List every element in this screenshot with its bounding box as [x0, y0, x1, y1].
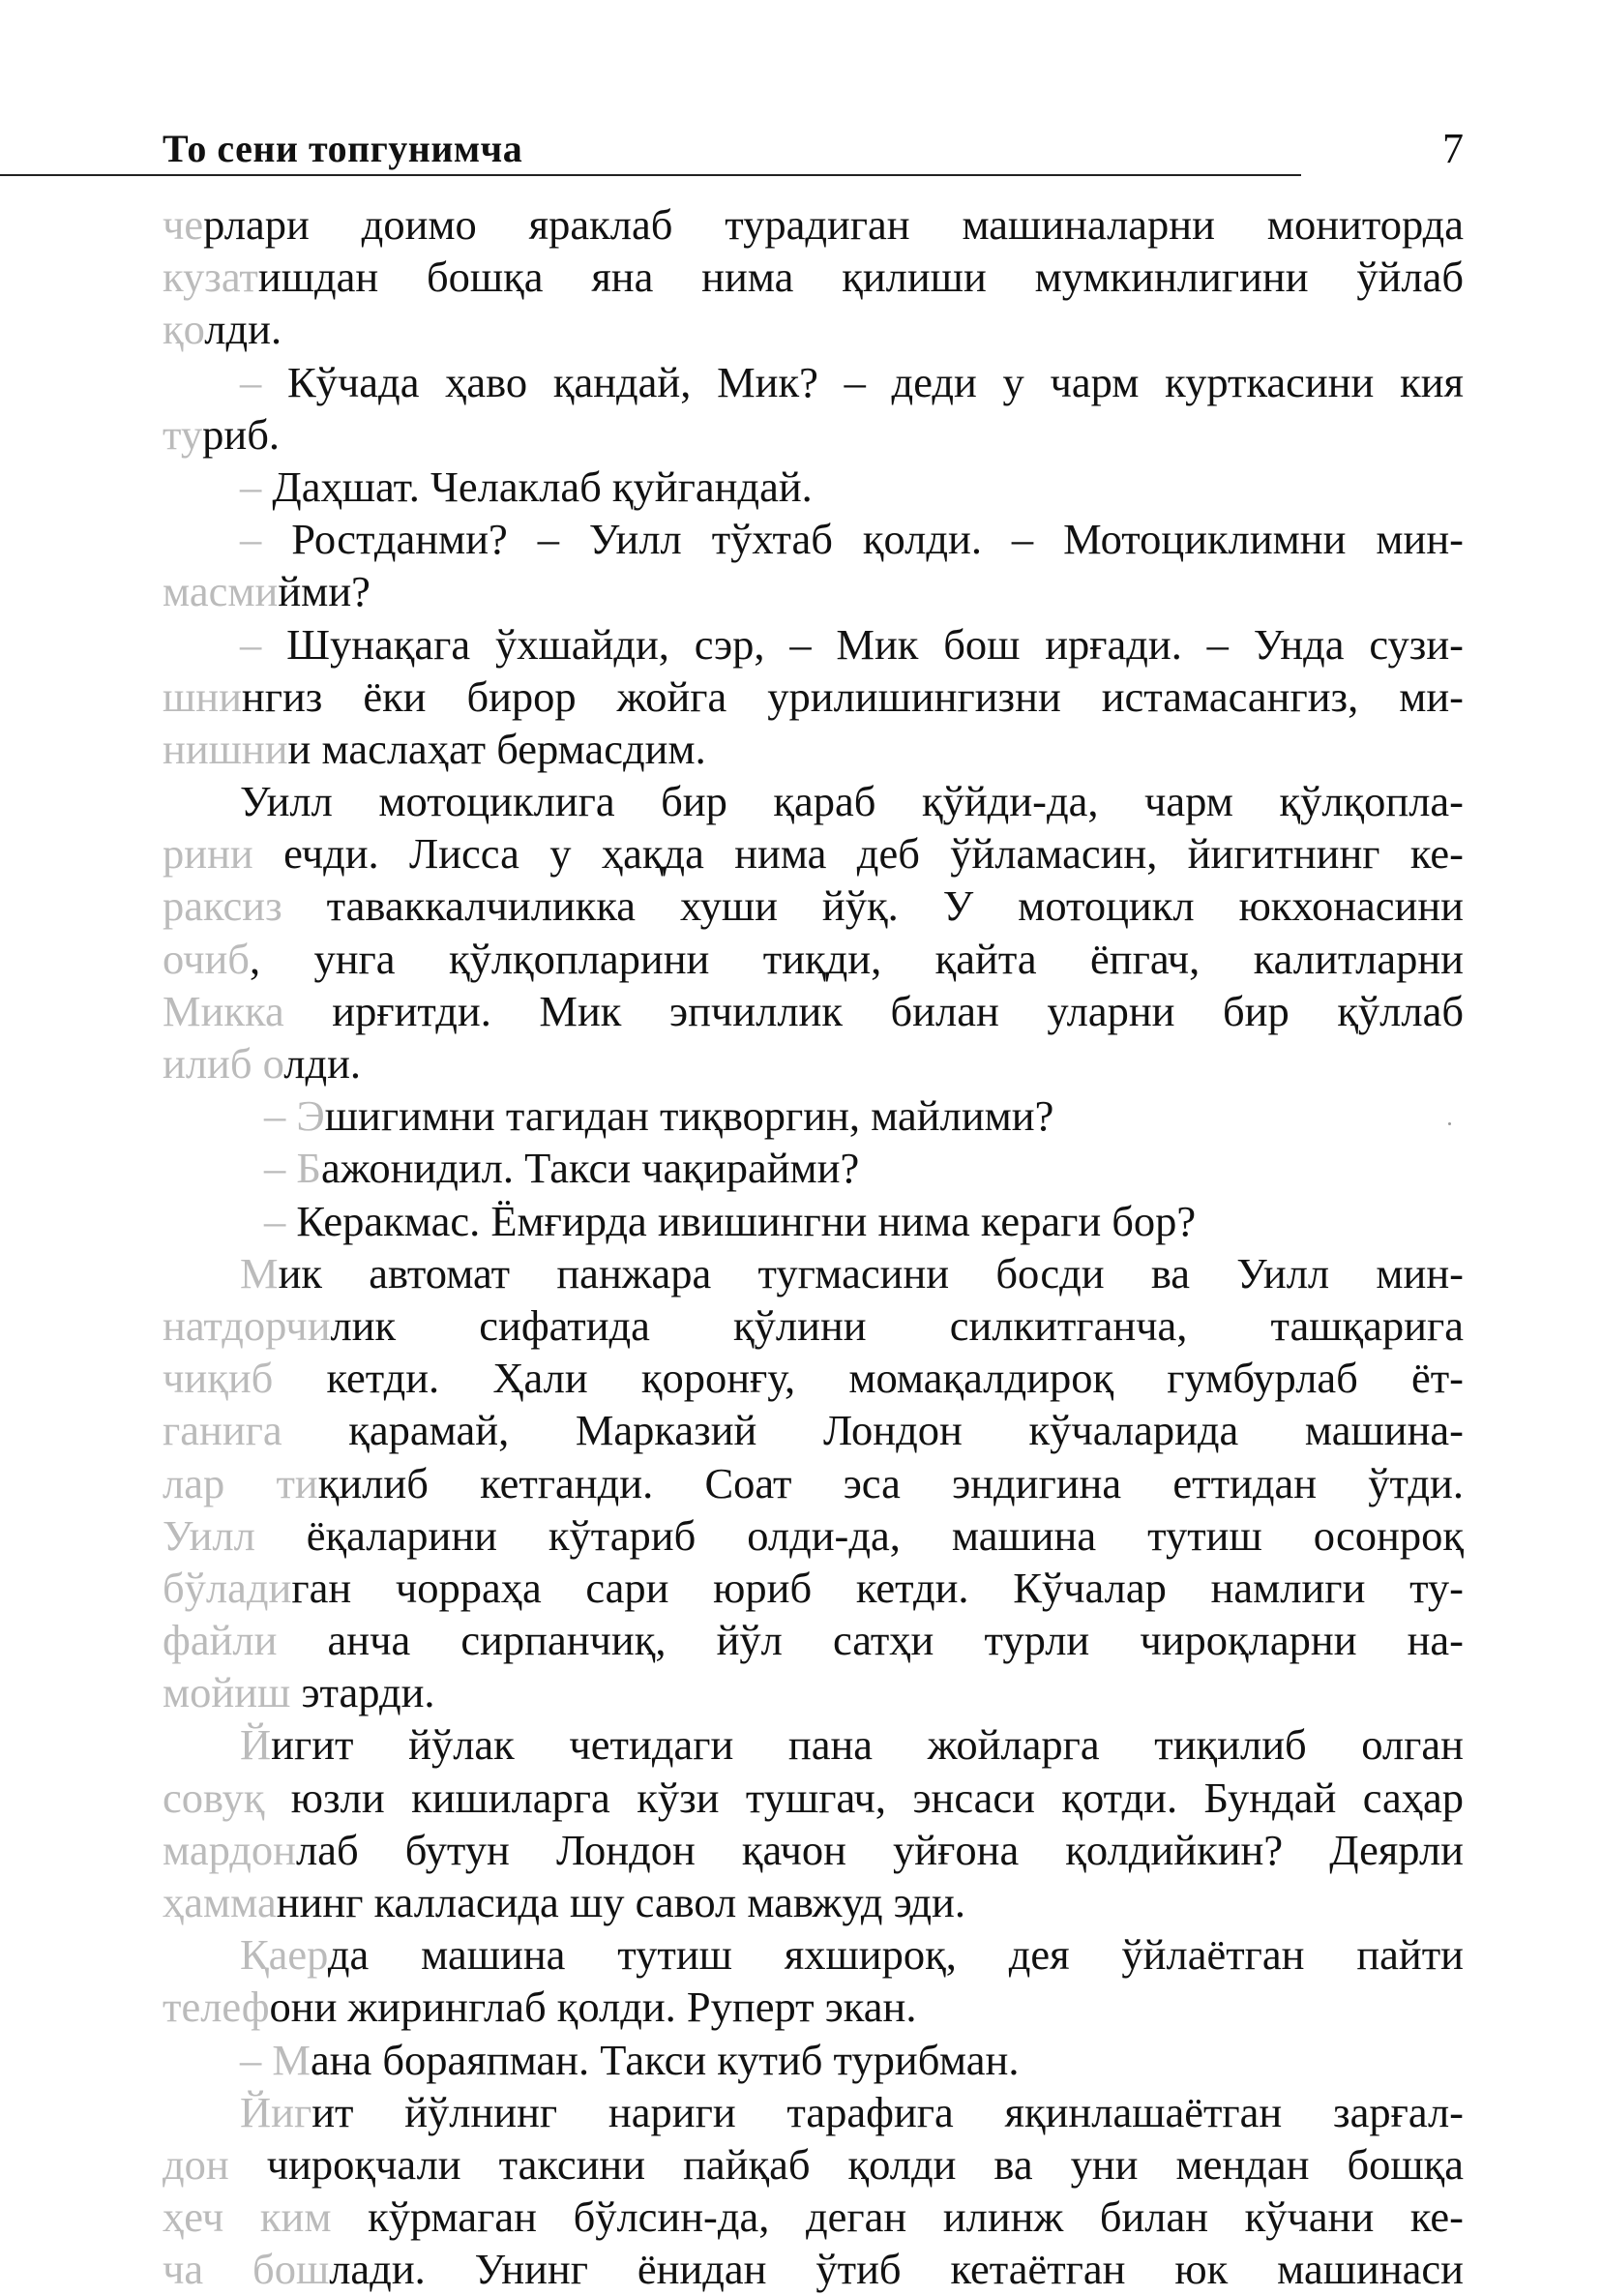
faded-scan-fragment: – — [240, 357, 287, 406]
text-line — [163, 1195, 1464, 1247]
text-line — [163, 880, 1464, 932]
faded-scan-fragment: че — [163, 200, 204, 249]
line-text: риб. — [202, 409, 280, 459]
text-line — [163, 2191, 1464, 2243]
line-text: ирғитди. Мик эпчиллик билан уларни бир қўллаб — [283, 986, 1464, 1035]
text-line — [163, 1824, 1464, 1876]
line-text: ёқаларини кўтариб олди-да, машина тутиш осонроқ — [306, 1510, 1464, 1560]
line-text: лик сифатида қўлини силкитганча, ташқарига — [330, 1300, 1464, 1350]
text-line — [163, 1666, 1464, 1718]
line-text: , унга қўлқопларини тиқди, қайта ёпгач, калитларни — [249, 934, 1464, 983]
faded-scan-fragment: дон — [163, 2139, 267, 2189]
faded-scan-fragment: Қаер — [240, 1930, 328, 1980]
text-line — [163, 1772, 1464, 1824]
line-text: таваккалчиликка хуши йўқ. У мотоцикл юкхонасини — [282, 881, 1464, 931]
faded-scan-fragment: Уилл — [163, 1510, 307, 1560]
text-line — [163, 303, 1464, 355]
text-line — [163, 565, 1464, 617]
line-text: игит йўлак четидаги пана жойларга тиқилиб олган — [271, 1720, 1464, 1770]
page-number: 7 — [1442, 125, 1464, 172]
text-line — [163, 1089, 1464, 1142]
faded-scan-fragment: ҳамма — [163, 1878, 277, 1926]
line-text: Керакмас. Ёмғирда ивишингни нима кераги бор? — [296, 1196, 1197, 1245]
text-line — [163, 2243, 1464, 2295]
line-text: ган чорраҳа сари юриб кетди. Кўчалар намлиги ту- — [291, 1563, 1464, 1612]
text-line — [163, 2086, 1464, 2138]
line-text: лди. — [204, 305, 282, 354]
running-title: То сени топгунимча — [163, 127, 523, 170]
page-header — [163, 126, 1464, 180]
faded-scan-fragment: – Э — [264, 1091, 325, 1141]
faded-scan-fragment: лар ти — [163, 1458, 318, 1507]
line-text: қарамай, Марказий Лондон кўчаларида машина- — [282, 1406, 1464, 1455]
faded-scan-fragment: натдорчи — [163, 1300, 331, 1350]
faded-scan-fragment: қо — [163, 305, 205, 354]
line-text: Даҳшат. Челаклаб қуйгандай. — [272, 462, 813, 511]
text-line — [163, 775, 1464, 827]
line-text: и маслаҳат бермасдим. — [287, 724, 706, 773]
line-text: ечди. Лисса у ҳақда нима деб ўйламасин, йигитнинг ке- — [283, 829, 1464, 879]
text-line — [163, 985, 1464, 1037]
faded-scan-fragment: – — [240, 515, 292, 564]
text-line — [163, 1037, 1464, 1089]
line-text: Уилл мотоциклига бир қараб қўйди-да, чарм қўлқопла- — [240, 777, 1464, 826]
faded-scan-fragment: – Б — [264, 1144, 321, 1193]
line-text: ажонидил. Такси чақирайми? — [320, 1144, 860, 1193]
faded-scan-fragment: телеф — [163, 1983, 270, 2032]
text-line — [163, 1614, 1464, 1666]
text-line — [163, 198, 1464, 251]
text-line — [163, 1562, 1464, 1614]
text-line — [163, 513, 1464, 565]
faded-scan-fragment: – — [264, 1196, 297, 1245]
line-text: йми? — [278, 567, 371, 616]
faded-scan-fragment: илиб о — [163, 1039, 284, 1088]
faded-scan-fragment: ганига — [163, 1406, 282, 1455]
faded-scan-fragment: ҳеч ким — [163, 2192, 332, 2242]
text-line — [163, 1299, 1464, 1352]
faded-scan-fragment: Микка — [163, 986, 284, 1035]
line-text: нинг калласида шу савол мавжуд эди. — [276, 1878, 965, 1926]
faded-scan-fragment: бўлади — [163, 1563, 292, 1612]
line-text: Кўчада ҳаво қандай, Мик? – деди у чарм курткасини кия — [286, 357, 1464, 406]
line-text: чироқчали таксини пайқаб қолди ва уни мендан бошқа — [266, 2139, 1464, 2189]
text-line — [163, 461, 1464, 513]
line-text: рлари доимо яраклаб турадиган машиналарни мониторда — [203, 200, 1464, 249]
scan-speck — [1448, 1122, 1451, 1125]
faded-scan-fragment: М — [240, 1248, 279, 1297]
line-text: ишдан бошқа яна нима қилиши мумкинлигини ўйлаб — [257, 253, 1464, 302]
text-line — [163, 1142, 1464, 1194]
header-divider — [0, 174, 1301, 176]
text-line — [163, 2034, 1464, 2086]
line-text: ик автомат панжара тугмасини босди ва Уилл мин- — [278, 1248, 1464, 1297]
line-text: анча сирпанчиқ, йўл сатҳи турли чироқларни на- — [277, 1616, 1464, 1665]
line-text: этарди. — [290, 1668, 435, 1717]
line-text: шигимни тагидан тиқворгин, майлими? — [324, 1091, 1054, 1141]
text-line — [163, 1876, 1464, 1928]
body-text — [163, 198, 1464, 2296]
line-text: кетди. Ҳали қоронғу, момақалдироқ гумбурлаб ёт- — [273, 1354, 1464, 1403]
faded-scan-fragment: рини — [163, 829, 284, 879]
faded-scan-fragment: – — [240, 462, 273, 511]
text-line — [163, 1718, 1464, 1771]
line-text: они жиринглаб қолди. Руперт экан. — [269, 1983, 917, 2032]
line-text: лаб бутун Лондон қачон уйғона қолдийкин? Деярли — [295, 1825, 1464, 1874]
line-text: да машина тутиш яхшироқ, дея ўйлаётган пайти — [327, 1930, 1464, 1980]
faded-scan-fragment: Й — [240, 1720, 272, 1770]
faded-scan-fragment: мардон — [163, 1825, 296, 1874]
line-text: ана бораяпман. Такси кутиб турибман. — [310, 2035, 1020, 2084]
faded-scan-fragment: раксиз — [163, 881, 282, 931]
text-line — [163, 671, 1464, 723]
faded-scan-fragment: масми — [163, 567, 279, 616]
line-text: қилиб кетганди. Соат эса эндигина еттидан ўтди. — [317, 1458, 1464, 1507]
faded-scan-fragment: кузат — [163, 253, 258, 302]
text-line — [163, 1981, 1464, 2033]
text-line — [163, 1247, 1464, 1299]
line-text: ит йўлнинг нариги тарафига яқинлашаётган зарғал- — [311, 2087, 1464, 2136]
text-line — [163, 356, 1464, 408]
text-line — [163, 1928, 1464, 1981]
text-line — [163, 1457, 1464, 1509]
faded-scan-fragment: ту — [163, 409, 203, 459]
line-text: лди. — [283, 1039, 362, 1088]
faded-scan-fragment: мойиш — [163, 1668, 291, 1717]
faded-scan-fragment: файли — [163, 1616, 278, 1665]
line-text: лади. Унинг ёнидан ўтиб кетаётган юк машинаси — [329, 2245, 1464, 2294]
line-text: Шунақага ўхшайди, сэр, – Мик бош ирғади. – Унда сузи- — [286, 619, 1465, 669]
line-text: кўрмаган бўлсин-да, деган илинж билан кўчани ке- — [331, 2192, 1464, 2242]
line-text: нгиз ёки бирор жойга урилишингизни истамасангиз, ми- — [241, 671, 1464, 721]
text-line — [163, 2138, 1464, 2191]
text-line — [163, 933, 1464, 985]
faded-scan-fragment: – — [240, 619, 287, 669]
text-line — [163, 1404, 1464, 1456]
faded-scan-fragment: Йиг — [240, 2087, 312, 2136]
line-text: юзли кишиларга кўзи тушгач, энсаси қотди. Бундай саҳар — [290, 1773, 1464, 1822]
text-line — [163, 723, 1464, 775]
faded-scan-fragment: ча бош — [163, 2245, 330, 2294]
line-text: Ростданми? – Уилл тўхтаб қолди. – Мотоциклимни мин- — [291, 515, 1465, 564]
faded-scan-fragment: – М — [240, 2035, 311, 2084]
text-line — [163, 408, 1464, 461]
faded-scan-fragment: совуқ — [163, 1773, 291, 1822]
text-line — [163, 1352, 1464, 1404]
faded-scan-fragment: очиб — [163, 934, 250, 983]
text-line — [163, 251, 1464, 303]
text-line — [163, 827, 1464, 880]
faded-scan-fragment: нишни — [163, 724, 288, 773]
faded-scan-fragment: шни — [163, 671, 242, 721]
text-line — [163, 618, 1464, 671]
faded-scan-fragment: чиқиб — [163, 1354, 274, 1403]
text-line — [163, 1509, 1464, 1562]
